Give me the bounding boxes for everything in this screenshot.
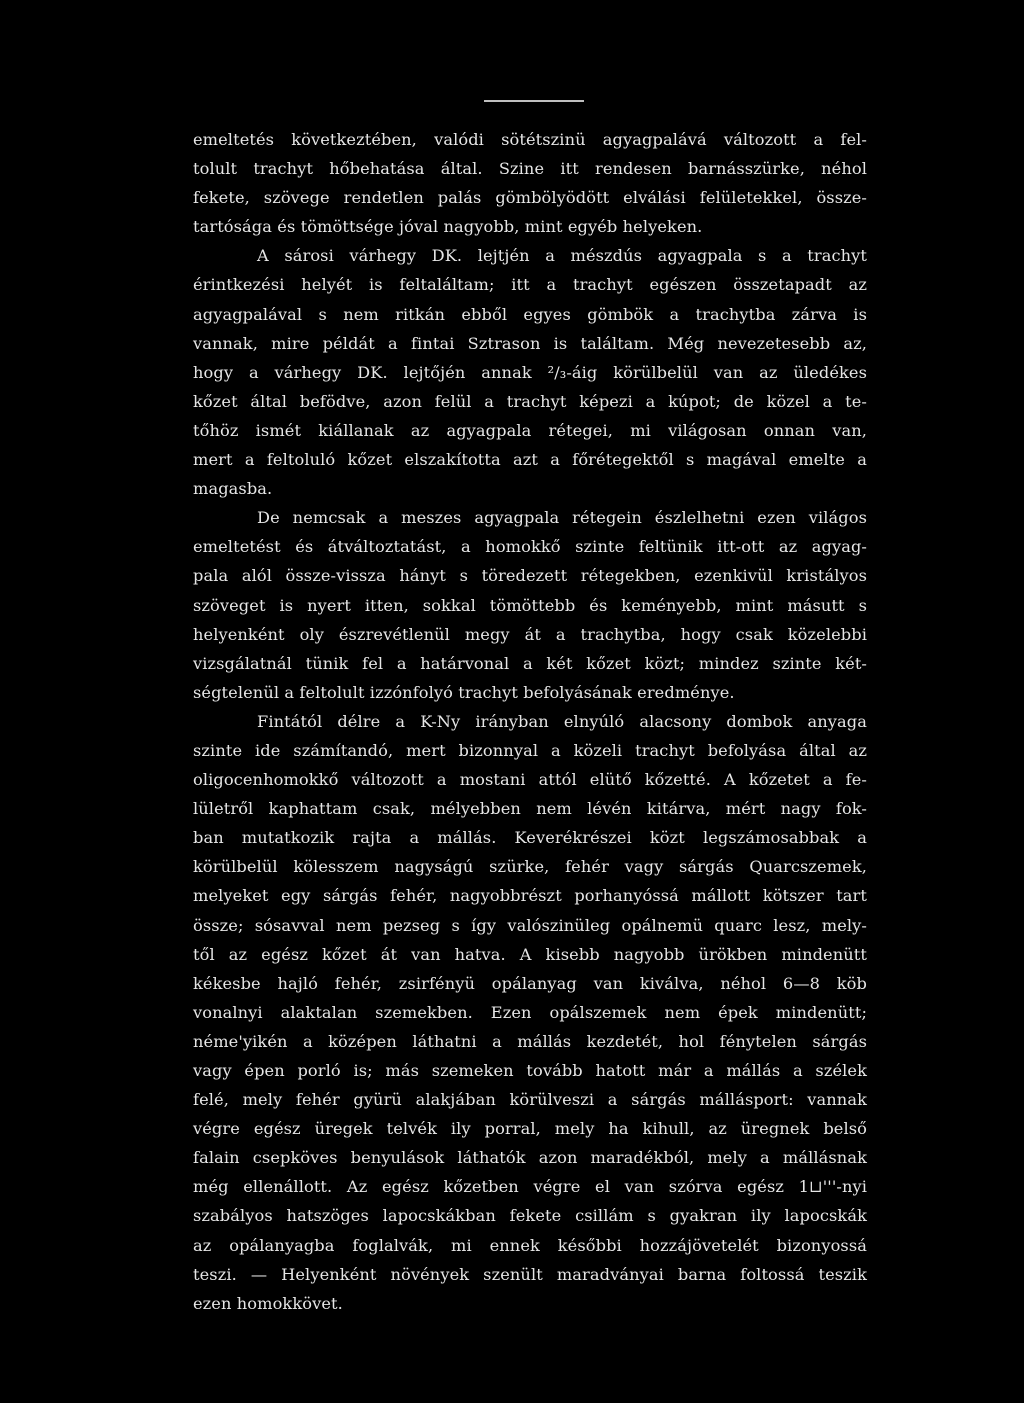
text-line: még ellenállott. Az egész kőzetben végre el van szórva egész 1⊔'''-nyi [193, 1177, 867, 1197]
text-line: pala alól össze-vissza hányt s töredezett rétegekben, ezenkivül kristályos [193, 566, 867, 586]
text-line: tőhöz ismét kiállanak az agyagpala rétegei, mi világosan onnan van, [193, 420, 867, 440]
text-line: vizsgálatnál tünik fel a határvonal a két kőzet közt; mindez szinte két- [193, 653, 867, 673]
text-line: körülbelül kölesszem nagyságú szürke, fehér vagy sárgás Quarcszemek, [193, 857, 867, 877]
text-line: lületről kaphattam csak, mélyebben nem lévén kitárva, mért nagy fok- [193, 799, 867, 819]
text-line: ezen homokkövet. [193, 1293, 343, 1313]
top-rule [484, 100, 584, 102]
text-line: fekete, szövege rendetlen palás gömbölyödött elválási felületekkel, össze- [193, 188, 867, 208]
text-line: mert a feltoluló kőzet elszakította azt a főrétegektől s magával emelte a [193, 450, 867, 470]
text-line: kékesbe hajló fehér, zsirfényü opálanyag van kiválva, néhol 6—8 köb [193, 973, 867, 993]
text-line: szabályos hatszöges lapocskákban fekete csillám s gyakran ily lapocskák [193, 1206, 867, 1226]
text-line: De nemcsak a meszes agyagpala rétegein észlelhetni ezen világos [257, 508, 867, 528]
text-line: emeltetés következtében, valódi sötétszinü agyagpalává változott a fel- [193, 130, 867, 149]
text-line: hogy a várhegy DK. lejtőjén annak ²/₃-áig körülbelül van az üledékes [193, 362, 867, 382]
text-line: helyenként oly észrevétlenül megy át a trachytba, hogy csak közelebbi [193, 624, 867, 644]
body-text [193, 125, 867, 1318]
text-line: vannak, mire példát a fintai Sztrason is találtam. Még nevezetesebb az, [193, 333, 867, 353]
text-line: magasba. [193, 479, 273, 499]
text-line: emeltetést és átváltoztatást, a homokkő szinte feltünik itt-ott az agyag- [193, 537, 867, 557]
text-line: A sárosi várhegy DK. lejtjén a mészdús agyagpala s a trachyt [257, 246, 867, 266]
text-line: vonalnyi alaktalan szemekben. Ezen opálszemek nem épek mindenütt; [193, 1002, 867, 1022]
text-line: érintkezési helyét is feltaláltam; itt a trachyt egészen összetapadt az [193, 275, 867, 295]
text-line: össze; sósavval nem pezseg s így valószinüleg opálnemü quarc lesz, mely- [193, 915, 867, 935]
text-line: vagy épen porló is; más szemeken tovább hatott már a mállás a szélek [193, 1061, 867, 1080]
text-line: felé, mely fehér gyürü alakjában körülveszi a sárgás mállásport: vannak [193, 1090, 867, 1110]
text-line: szinte ide számítandó, mert bizonnyal a közeli trachyt befolyása által az [193, 740, 867, 760]
text-line: falain csepköves benyulások láthatók azon maradékból, mely a mállásnak [193, 1148, 867, 1168]
text-line: kőzet által befödve, azon felül a trachyt képezi a kúpot; de közel a te- [193, 391, 867, 411]
text-line: melyeket egy sárgás fehér, nagyobbrészt porhanyóssá mállott kötszer tart [193, 886, 867, 906]
text-line: szöveget is nyert itten, sokkal tömöttebb és keményebb, mint másutt s [193, 595, 867, 615]
text-line: az opálanyagba foglalvák, mi ennek későbbi hozzájövetelét bizonyossá [193, 1235, 867, 1255]
text-line: Fintától délre a K-Ny irányban elnyúló alacsony dombok anyaga [257, 711, 867, 731]
text-line: ségtelenül a feltolult izzónfolyó trachyt befolyásának eredménye. [193, 682, 735, 702]
text-line: ban mutatkozik rajta a mállás. Keverékrészei közt legszámosabbak a [193, 828, 867, 848]
text-line: től az egész kőzet át van hatva. A kisebb nagyobb ürökben mindenütt [193, 944, 867, 964]
text-line: agyagpalával s nem ritkán ebből egyes gömbök a trachytba zárva is [193, 304, 867, 324]
text-line: néme'yikén a középen láthatni a mállás kezdetét, hol fénytelen sárgás [193, 1031, 867, 1051]
text-line: teszi. — Helyenként növények szenült maradványai barna foltossá teszik [193, 1264, 867, 1284]
text-line: oligocenhomokkő változott a mostani attól elütő kőzetté. A kőzetet a fe- [193, 770, 867, 790]
text-line: végre egész üregek telvék ily porral, mely ha kihull, az üregnek belső [193, 1119, 867, 1139]
text-line: tartósága és tömöttsége jóval nagyobb, mint egyéb helyeken. [193, 217, 703, 237]
text-line: tolult trachyt hőbehatása által. Szine itt rendesen barnásszürke, néhol [193, 159, 867, 179]
